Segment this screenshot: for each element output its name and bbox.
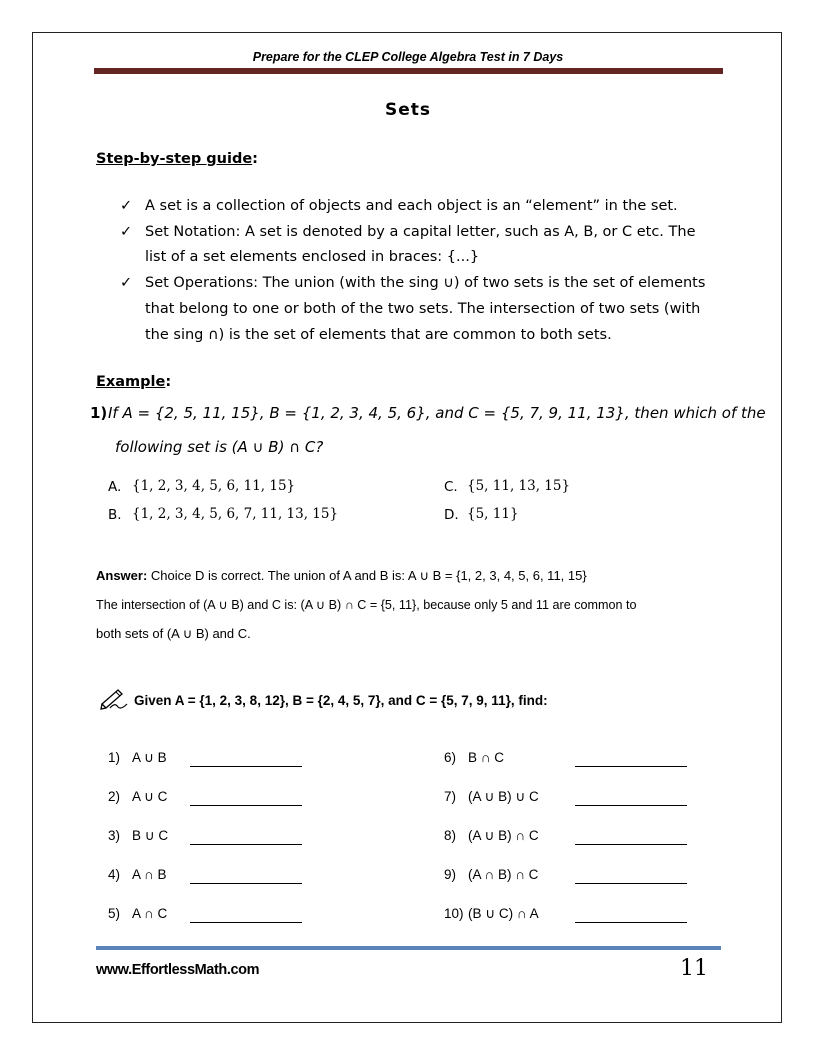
exercise-8-number: 8) <box>444 828 457 843</box>
exercise-5-expr: A ∩ C <box>132 906 168 921</box>
example-heading: Example: <box>96 374 172 390</box>
option-d-letter: D. <box>444 507 459 523</box>
option-a-letter: A. <box>108 479 122 495</box>
exercise-2-answer-blank[interactable] <box>190 805 302 806</box>
exercise-4-answer-blank[interactable] <box>190 883 302 884</box>
example-number: 1) <box>90 404 108 422</box>
footer-rule <box>96 946 721 950</box>
running-header: Prepare for the CLEP College Algebra Test in 7 Days <box>252 50 564 64</box>
option-b-letter: B. <box>108 507 122 523</box>
exercise-8-expr: (A ∪ B) ∩ C <box>468 828 539 843</box>
bullet-2-line-1: Set Notation: A set is denoted by a capital letter, such as A, B, or C etc. The <box>145 224 696 240</box>
bullet-2-line-2: list of a set elements enclosed in braces: {...} <box>145 249 480 265</box>
exercise-3-expr: B ∪ C <box>132 828 169 843</box>
guide-heading: Step-by-step guide: <box>96 151 258 167</box>
pencil-writing-icon <box>100 688 130 710</box>
check-icon: ✓ <box>120 275 133 291</box>
exercise-8-answer-blank[interactable] <box>575 844 687 845</box>
example-question-line-2: following set is (A ∪ B) ∩ C? <box>115 438 324 456</box>
answer-line-3: both sets of (A ∪ B) and C. <box>96 626 251 641</box>
bullet-3-line-1: Set Operations: The union (with the sing ∪) of two sets is the set of elements <box>145 275 706 291</box>
exercise-3-number: 3) <box>108 828 121 843</box>
exercise-1-answer-blank[interactable] <box>190 766 302 767</box>
exercise-7-number: 7) <box>444 789 457 804</box>
exercise-9-number: 9) <box>444 867 457 882</box>
option-a-text: {1, 2, 3, 4, 5, 6, 11, 15} <box>132 478 296 494</box>
exercise-1-number: 1) <box>108 750 121 765</box>
option-c-letter: C. <box>444 479 458 495</box>
exercise-10-expr: (B ∪ C) ∩ A <box>468 906 539 921</box>
footer-website[interactable]: www.EffortlessMath.com <box>96 962 260 978</box>
option-d-text: {5, 11} <box>467 506 519 522</box>
exercise-7-expr: (A ∪ B) ∪ C <box>468 789 539 804</box>
example-question-line-1: If A = {2, 5, 11, 15}, B = {1, 2, 3, 4, 5, 6}, and C = {5, 7, 9, 11, 13}, then which of the <box>108 404 766 422</box>
exercise-2-number: 2) <box>108 789 121 804</box>
page-number: 11 <box>680 956 708 981</box>
bullet-3-line-2: that belong to one or both of the two sets. The intersection of two sets (with <box>145 301 701 317</box>
exercise-2-expr: A ∪ C <box>132 789 168 804</box>
exercise-7-answer-blank[interactable] <box>575 805 687 806</box>
exercise-6-expr: B ∩ C <box>468 750 504 765</box>
exercise-1-expr: A ∪ B <box>132 750 167 765</box>
exercise-6-answer-blank[interactable] <box>575 766 687 767</box>
answer-line-1: Answer: Choice D is correct. The union of A and B is: A ∪ B = {1, 2, 3, 4, 5, 6, 11, 15} <box>96 568 587 583</box>
check-icon: ✓ <box>120 224 133 240</box>
exercise-4-number: 4) <box>108 867 121 882</box>
bullet-1: A set is a collection of objects and each object is an “element” in the set. <box>145 198 678 214</box>
exercise-9-answer-blank[interactable] <box>575 883 687 884</box>
header-rule <box>94 68 723 74</box>
option-b-text: {1, 2, 3, 4, 5, 6, 7, 11, 13, 15} <box>132 506 339 522</box>
option-c-text: {5, 11, 13, 15} <box>467 478 571 494</box>
exercise-4-expr: A ∩ B <box>132 867 167 882</box>
answer-line-2: The intersection of (A ∪ B) and C is: (A ∪ B) ∩ C = {5, 11}, because only 5 and 11 are common to <box>96 598 637 612</box>
exercise-9-expr: (A ∩ B) ∩ C <box>468 867 539 882</box>
exercise-3-answer-blank[interactable] <box>190 844 302 845</box>
exercise-5-answer-blank[interactable] <box>190 922 302 923</box>
bullet-3-line-3: the sing ∩) is the set of elements that are common to both sets. <box>145 327 612 343</box>
exercise-6-number: 6) <box>444 750 457 765</box>
check-icon: ✓ <box>120 198 133 214</box>
exercise-10-number: 10) <box>444 906 464 921</box>
section-title: Sets <box>384 100 432 120</box>
exercise-5-number: 5) <box>108 906 121 921</box>
exercise-10-answer-blank[interactable] <box>575 922 687 923</box>
exercise-given: Given A = {1, 2, 3, 8, 12}, B = {2, 4, 5, 7}, and C = {5, 7, 9, 11}, find: <box>134 693 548 708</box>
